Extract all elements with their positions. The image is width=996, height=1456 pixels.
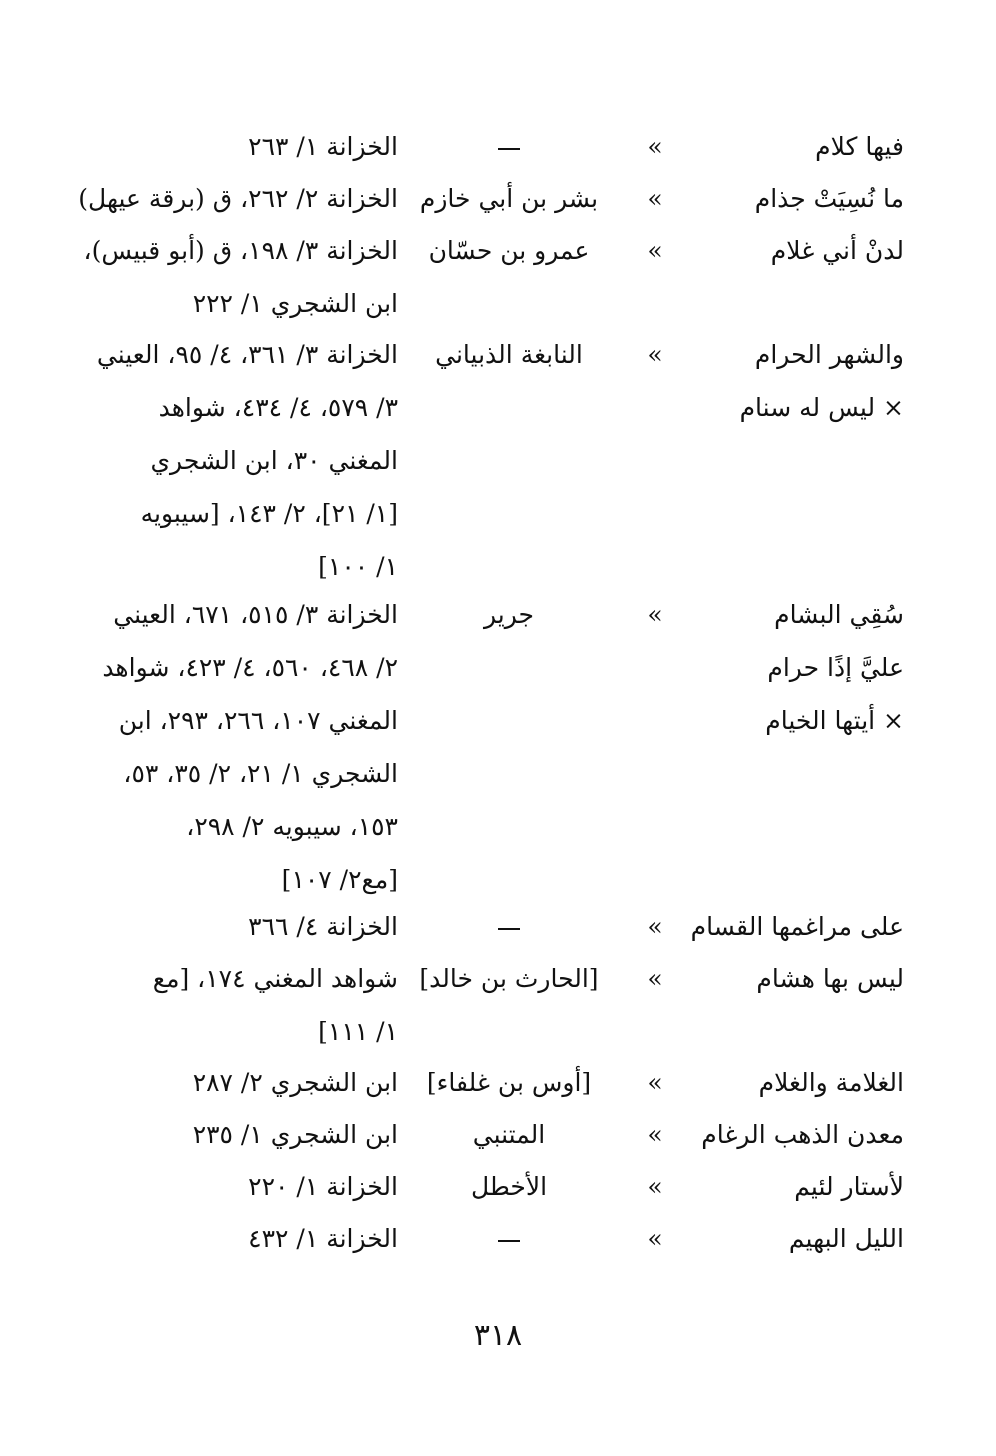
ditto-mark (643, 900, 667, 953)
references (66, 172, 398, 225)
verse-line: الليل البهيم (788, 1224, 904, 1253)
verse-line: سُقِي البشام (774, 600, 904, 629)
poet-name (398, 1212, 620, 1265)
reference-line: ١/ ١٠٠] (318, 552, 398, 581)
reference-line: الخزانة ١/ ٢٦٣ (248, 132, 398, 161)
poet-name-text: [الحارث بن خالد] (419, 964, 599, 993)
reference-line: ابن الشجري ١/ ٢٣٥ (192, 1120, 398, 1149)
ditto-mark-text: » (647, 600, 663, 629)
ditto-mark (643, 1056, 667, 1109)
references (66, 1108, 398, 1161)
poet-name-text (398, 900, 620, 953)
verse-ending (674, 1212, 904, 1265)
poet-name-text: النابغة الذبياني (435, 340, 583, 369)
reference-line: [مع٢/ ١٠٧] (281, 865, 398, 894)
references (66, 952, 398, 1058)
references (66, 900, 398, 953)
ditto-mark (643, 224, 667, 277)
reference-line: ابن الشجري ١/ ٢٢٢ (192, 289, 398, 318)
reference-line: المغني ١٠٧، ٢٦٦، ٢٩٣، ابن (118, 706, 398, 735)
reference-line: الخزانة ٢/ ٢٦٢، ق (برقة عيهل) (78, 184, 398, 213)
verse-ending (674, 1160, 904, 1213)
reference-line: ٢/ ٤٦٨، ٥٦٠، ٤/ ٤٢٣، شواهد (102, 653, 398, 682)
verse-line: ما نُسِيَتْ جذام (754, 184, 904, 213)
dash-mark (498, 148, 520, 150)
ditto-mark-text: » (647, 184, 663, 213)
reference-line: [١/ ٢١]، ٢/ ١٤٣، [سيبويه (140, 499, 398, 528)
verse-line: فيها كلام (815, 132, 904, 161)
reference-line: الخزانة ١/ ٤٣٢ (248, 1224, 398, 1253)
reference-line: الخزانة ٣/ ٣٦١، ٤/ ٩٥، العيني (96, 340, 398, 369)
verse-ending (674, 1108, 904, 1161)
reference-line: الخزانة ٣/ ١٩٨، ق (أبو قبيس)، (83, 236, 398, 265)
ditto-mark-text: » (647, 1120, 663, 1149)
verse-ending (674, 328, 904, 434)
poet-name (398, 120, 620, 173)
poet-name (398, 328, 620, 381)
ditto-mark (643, 328, 667, 381)
poet-name (398, 1160, 620, 1213)
poet-name (398, 952, 620, 1005)
references (66, 1056, 398, 1109)
ditto-mark (643, 588, 667, 641)
poet-name-text: الأخطل (470, 1172, 548, 1201)
verse-ending (674, 588, 904, 747)
references (66, 224, 398, 330)
poet-name (398, 172, 620, 225)
ditto-mark-text: » (647, 132, 663, 161)
reference-line: الخزانة ١/ ٢٢٠ (248, 1172, 398, 1201)
ditto-mark (643, 1212, 667, 1265)
verse-ending (674, 120, 904, 173)
ditto-mark (643, 172, 667, 225)
reference-line: شواهد المغني ١٧٤، [مع (152, 964, 398, 993)
reference-line: ١/ ١١١] (318, 1017, 398, 1046)
dash-mark (498, 1240, 520, 1242)
reference-line: ٣/ ٥٧٩، ٤/ ٤٣٤، شواهد (158, 393, 398, 422)
reference-line: الخزانة ٤/ ٣٦٦ (248, 912, 398, 941)
verse-ending (674, 224, 904, 277)
verse-line: لدنْ أني غلام (770, 236, 904, 265)
poet-name-text: [أوس بن غلفاء] (426, 1068, 592, 1097)
verse-line: ليس بها هشام (756, 964, 904, 993)
ditto-mark-text: » (647, 964, 663, 993)
reference-line: المغني ٣٠، ابن الشجري (150, 446, 398, 475)
references (66, 1212, 398, 1265)
verse-line: × أيتها الخيام (765, 706, 904, 735)
verse-line: × ليس له سنام (739, 393, 904, 422)
ditto-mark (643, 1160, 667, 1213)
references (66, 1160, 398, 1213)
verse-ending (674, 172, 904, 225)
ditto-mark (643, 952, 667, 1005)
verse-line: لأستار لئيم (794, 1172, 904, 1201)
dash-mark (498, 928, 520, 930)
poet-name-text: عمرو بن حسّان (428, 236, 590, 265)
reference-line: ١٥٣، سيبويه ٢/ ٢٩٨، (186, 812, 398, 841)
ditto-mark (643, 1108, 667, 1161)
poet-name (398, 900, 620, 953)
verse-line: والشهر الحرام (754, 340, 904, 369)
verse-line: عليَّ إذًا حرام (767, 653, 904, 682)
poet-name (398, 588, 620, 641)
poet-name-text: المتنبي (472, 1120, 546, 1149)
poet-name (398, 1056, 620, 1109)
references (66, 120, 398, 173)
poet-name (398, 1108, 620, 1161)
poet-name-text: جرير (484, 600, 534, 629)
ditto-mark-text: » (647, 912, 663, 941)
poet-name (398, 224, 620, 277)
verse-line: الغلامة والغلام (758, 1068, 904, 1097)
page-number: ٣١٨ (473, 1318, 523, 1353)
poet-name-text (398, 120, 620, 173)
reference-line: الشجري ١/ ٢١، ٢/ ٣٥، ٥٣، (123, 759, 398, 788)
verse-ending (674, 900, 904, 953)
verse-line: معدن الذهب الرغام (701, 1120, 904, 1149)
ditto-mark-text: » (647, 1172, 663, 1201)
references (66, 588, 398, 906)
ditto-mark-text: » (647, 1224, 663, 1253)
verse-ending (674, 1056, 904, 1109)
verse-ending (674, 952, 904, 1005)
ditto-mark (643, 120, 667, 173)
verse-line: على مراغمها القسام (690, 912, 904, 941)
poet-name-text (398, 1212, 620, 1265)
reference-line: الخزانة ٣/ ٥١٥، ٦٧١، العيني (113, 600, 398, 629)
ditto-mark-text: » (647, 1068, 663, 1097)
ditto-mark-text: » (647, 340, 663, 369)
reference-line: ابن الشجري ٢/ ٢٨٧ (192, 1068, 398, 1097)
ditto-mark-text: » (647, 236, 663, 265)
references (66, 328, 398, 593)
poet-name-text: بشر بن أبي خازم (419, 184, 599, 213)
